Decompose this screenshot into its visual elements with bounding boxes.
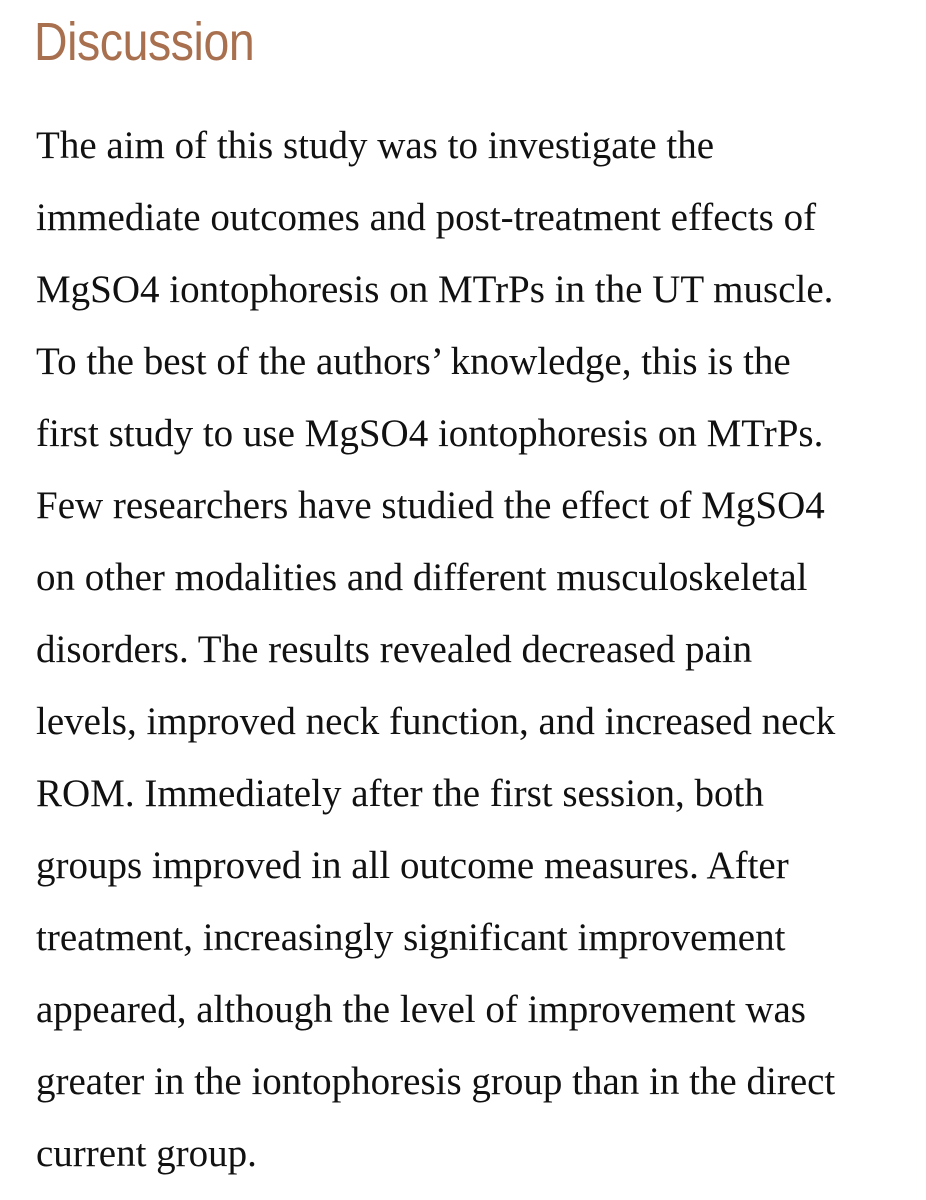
- paragraph-line: immediate outcomes and post-treatment effects of: [36, 196, 817, 239]
- paragraph-line: ROM. Immediately after the first session, both: [36, 772, 764, 815]
- paragraph-line: The aim of this study was to investigate the: [36, 124, 715, 167]
- paragraph-line: groups improved in all outcome measures. After: [36, 844, 789, 887]
- paragraph-line: on other modalities and different musculoskeletal: [36, 556, 808, 599]
- paragraph-line: treatment, increasingly significant improvement: [36, 916, 786, 959]
- paragraph-line: greater in the iontophoresis group than in the direct: [36, 1060, 836, 1103]
- paragraph-line: current group.: [36, 1132, 257, 1175]
- paragraph-line: Few researchers have studied the effect of MgSO4: [36, 484, 825, 527]
- paragraph-line: levels, improved neck function, and increased neck: [36, 700, 836, 743]
- discussion-paragraph: [36, 110, 916, 1190]
- paragraph-line: MgSO4 iontophoresis on MTrPs in the UT muscle.: [36, 268, 834, 311]
- section-heading: Discussion: [34, 12, 255, 72]
- paragraph-line: To the best of the authors’ knowledge, this is the: [36, 340, 791, 383]
- paragraph-line: appeared, although the level of improvement was: [36, 988, 806, 1031]
- paragraph-line: first study to use MgSO4 iontophoresis on MTrPs.: [36, 412, 824, 455]
- paragraph-line: disorders. The results revealed decreased pain: [36, 628, 753, 671]
